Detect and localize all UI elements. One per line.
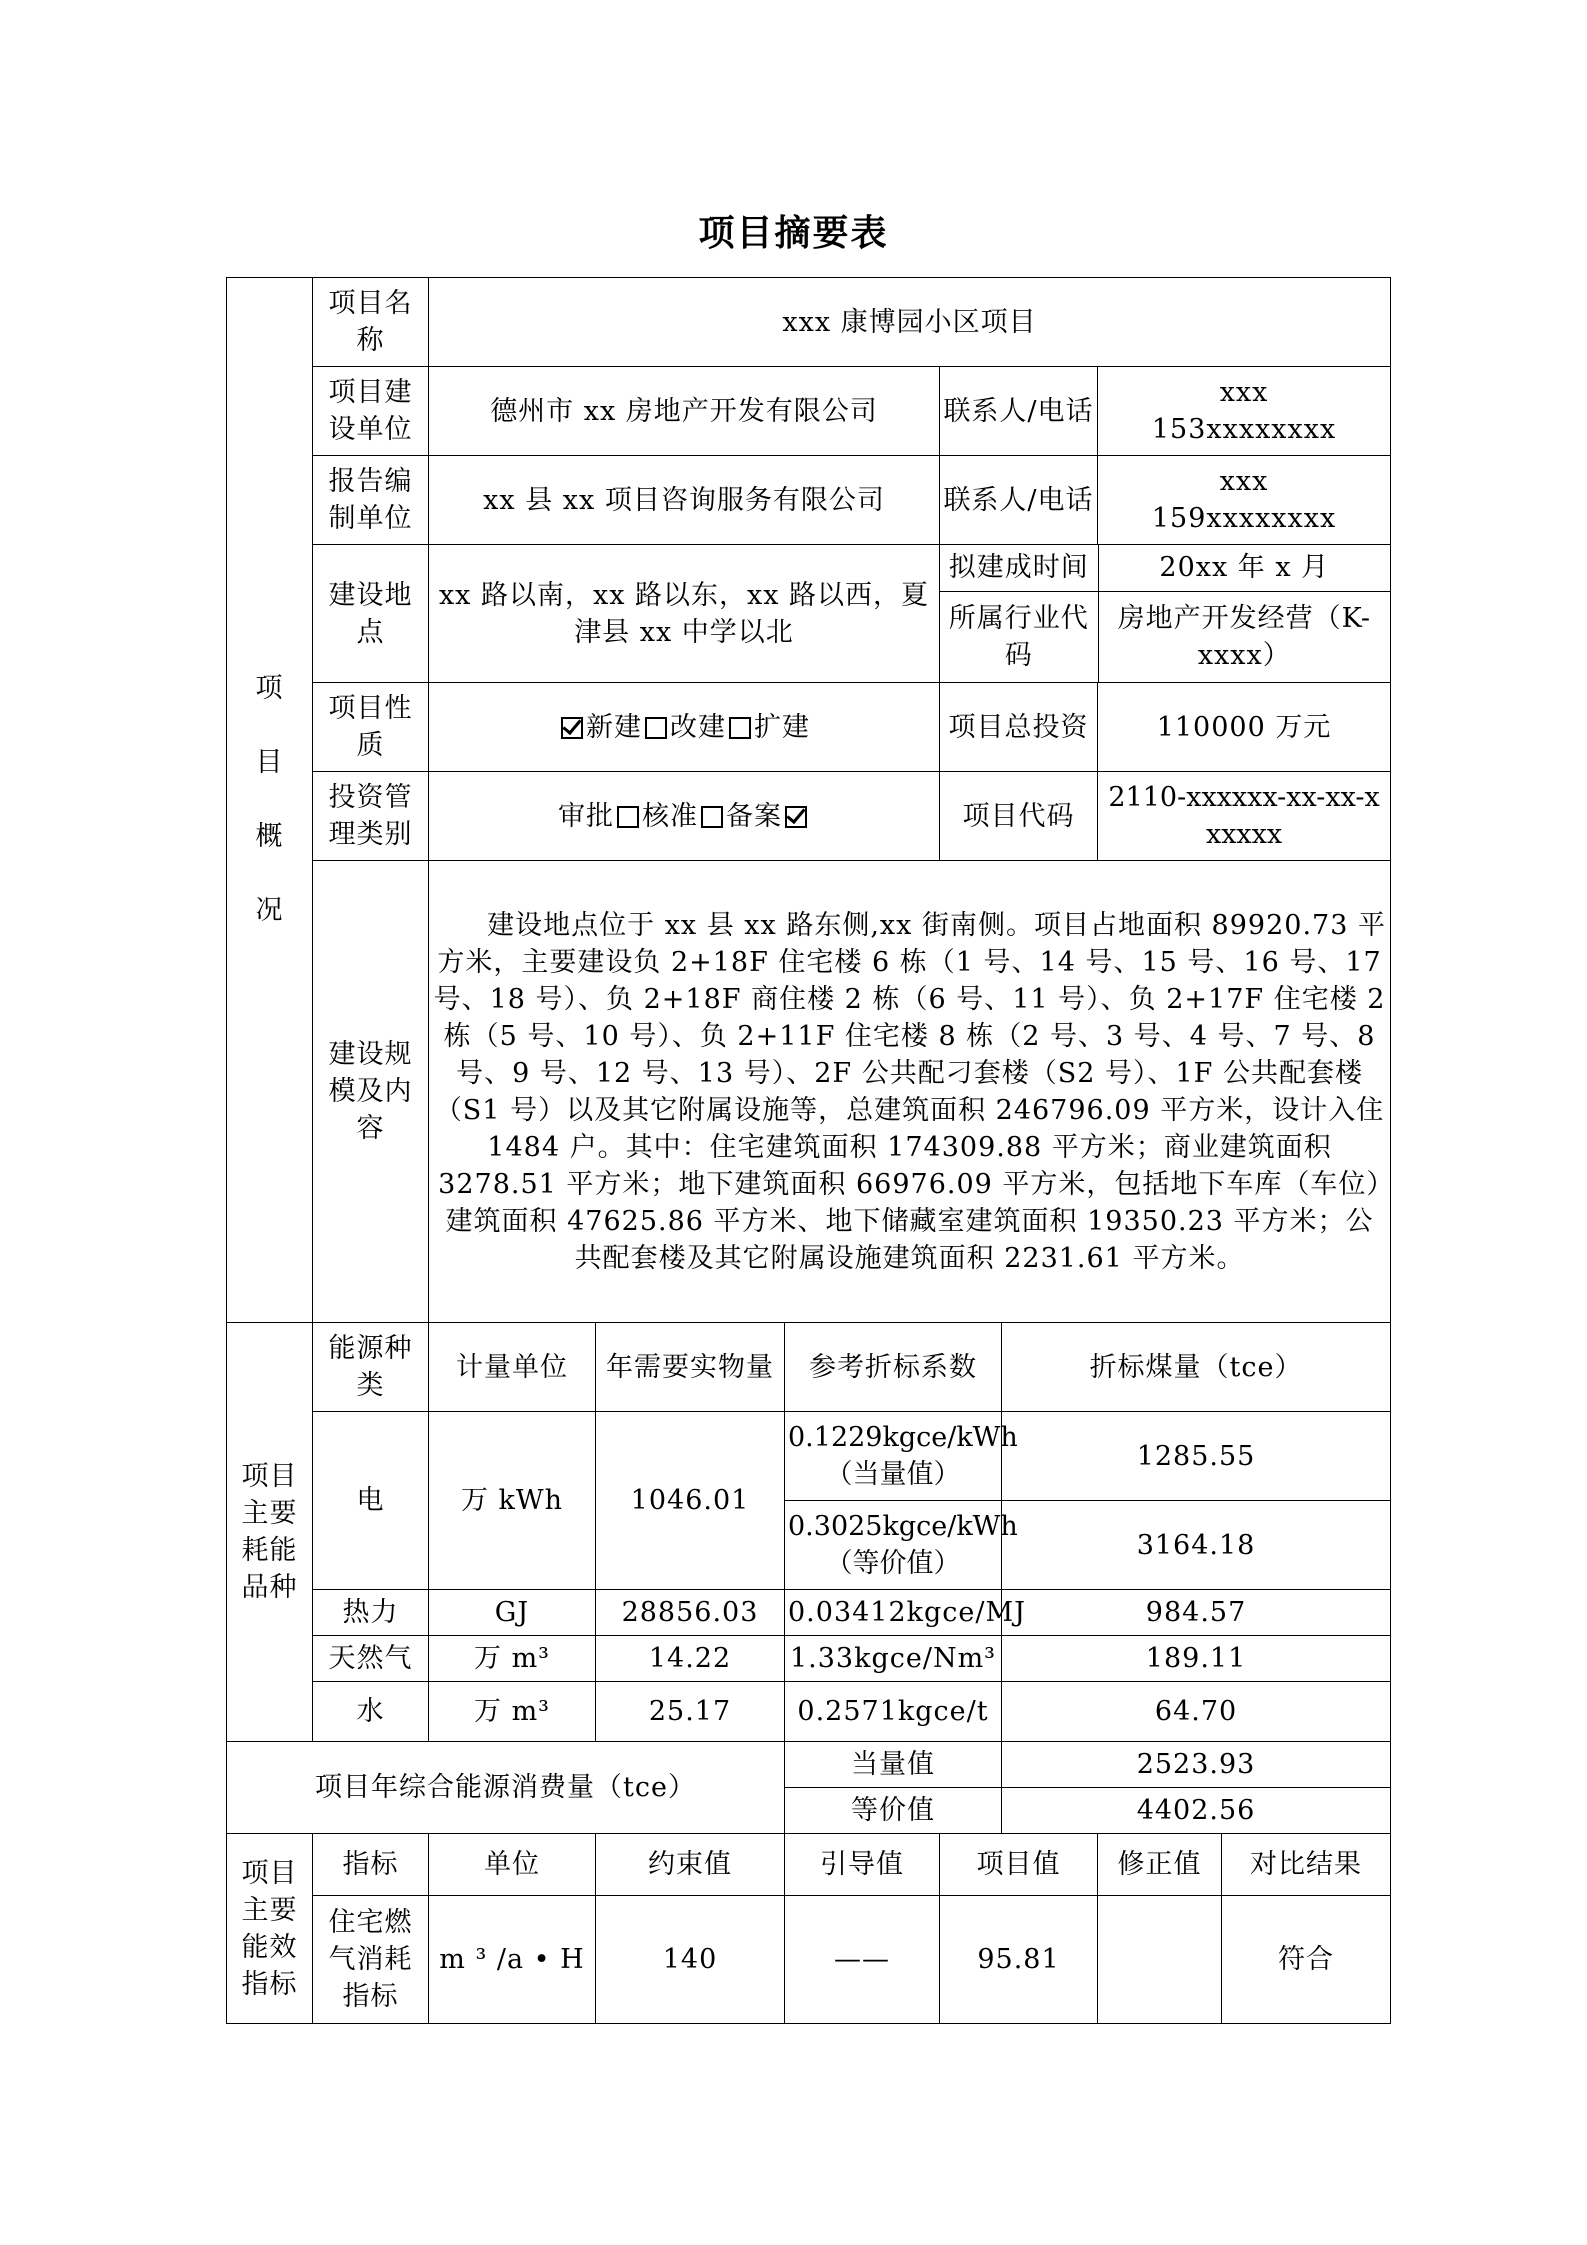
mgmt-label: 投资管理类别 bbox=[313, 772, 429, 861]
efficiency-project-value: 95.81 bbox=[940, 1896, 1098, 2024]
energy-electricity-tce-equivalent: 1285.55 bbox=[1002, 1412, 1391, 1501]
project-name-value: xxx 康博园小区项目 bbox=[429, 278, 1391, 367]
efficiency-corrected bbox=[1098, 1896, 1222, 2024]
energy-header-unit: 计量单位 bbox=[429, 1323, 596, 1412]
total-equivalent-value: 2523.93 bbox=[1002, 1742, 1391, 1788]
mgmt-option-verify[interactable]: 核准 bbox=[642, 798, 726, 835]
project-summary-table bbox=[226, 277, 1391, 2024]
energy-header-type: 能源种类 bbox=[313, 1323, 429, 1412]
energy-header-tce: 折标煤量（tce） bbox=[1002, 1323, 1391, 1412]
efficiency-header-constraint: 约束值 bbox=[596, 1834, 785, 1896]
energy-electricity-tce-equal-price: 3164.18 bbox=[1002, 1501, 1391, 1590]
energy-electricity-unit: 万 kWh bbox=[429, 1412, 596, 1590]
nature-label: 项目性质 bbox=[313, 683, 429, 772]
builder-value: 德州市 xx 房地产开发有限公司 bbox=[429, 367, 940, 456]
contact-name-2: xxx bbox=[1219, 466, 1269, 497]
project-name-label: 项目名称 bbox=[313, 278, 429, 367]
total-equal-price-value: 4402.56 bbox=[1002, 1788, 1391, 1834]
completion-value: 20xx 年 x 月 bbox=[1098, 545, 1390, 591]
builder-label: 项目建设单位 bbox=[313, 367, 429, 456]
energy-row-amount: 25.17 bbox=[596, 1682, 785, 1742]
total-equivalent-label: 当量值 bbox=[785, 1742, 1002, 1788]
mgmt-option-approval[interactable]: 审批 bbox=[558, 798, 642, 835]
code-label: 项目代码 bbox=[940, 772, 1098, 861]
checkbox-empty-icon[interactable] bbox=[729, 717, 751, 739]
energy-section-label: 项目主要耗能品种 bbox=[227, 1323, 313, 1742]
investment-label: 项目总投资 bbox=[940, 683, 1098, 772]
page-title: 项目摘要表 bbox=[698, 212, 889, 254]
energy-row-unit: 万 m³ bbox=[429, 1682, 596, 1742]
checkbox-empty-icon[interactable] bbox=[645, 717, 667, 739]
efficiency-indicator: 住宅燃气消耗指标 bbox=[313, 1896, 429, 2024]
nature-option-new[interactable]: 新建 bbox=[558, 709, 642, 746]
efficiency-header-indicator: 指标 bbox=[313, 1834, 429, 1896]
nature-option-expand[interactable]: 扩建 bbox=[726, 709, 810, 746]
industry-label: 所属行业代码 bbox=[940, 591, 1098, 682]
contact-phone-1: 153xxxxxxxx bbox=[1151, 414, 1337, 445]
mgmt-options bbox=[429, 772, 940, 861]
contact-label-1: 联系人/电话 bbox=[940, 367, 1098, 456]
energy-row-amount: 28856.03 bbox=[596, 1590, 785, 1636]
energy-electricity-coef-equal-price: 0.3025kgce/kWh（等价值） bbox=[785, 1501, 1002, 1590]
nature-options bbox=[429, 683, 940, 772]
energy-row-coef: 1.33kgce/Nm³ bbox=[785, 1636, 1002, 1682]
energy-row-name: 热力 bbox=[313, 1590, 429, 1636]
code-value: 2110-xxxxxx-xx-xx-xxxxxx bbox=[1098, 772, 1391, 861]
mgmt-option-record[interactable]: 备案 bbox=[726, 798, 810, 835]
efficiency-section-label: 项目主要能效指标 bbox=[227, 1834, 313, 2024]
energy-row-name: 天然气 bbox=[313, 1636, 429, 1682]
contact-name-1: xxx bbox=[1219, 377, 1269, 408]
scale-text: 建设地点位于 xx 县 xx 路东侧,xx 街南侧。项目占地面积 89920.73 平方米，主要建设负 2+18F 住宅楼 6 栋（1 号、14 号、15 号、16 号、17 号、18 号）、负 2+18F 商住楼 2 栋（6 号、11 号）、负 2+17F 住宅楼 2 栋（5 号、10 号）、负 2+11F 住宅楼 8 栋（2 号、3 号、4 号、7 号、8 号、9 号、12 号、13 号）、2F 公共配刁套楼（S2 号）、1F 公共配套楼（S1 号）以及其它附属设施等，总建筑面积 246796.09 平方米，设计入住 1484 户。其中：住宅建筑面积 174309.88 平方米；商业建筑面积 3278.51 平方米；地下建筑面积 66976.09 平方米，包括地下车库（车位）建筑面积 47625.86 平方米、地下储藏室建筑面积 19350.23 平方米；公共配套楼及其它附属设施建筑面积 2231.61 平方米。 bbox=[433, 909, 1386, 1274]
efficiency-guide: —— bbox=[785, 1896, 940, 2024]
energy-row-coef: 0.03412kgce/MJ bbox=[785, 1590, 1002, 1636]
report-unit-value: xx 县 xx 项目咨询服务有限公司 bbox=[429, 456, 940, 545]
efficiency-header-project-value: 项目值 bbox=[940, 1834, 1098, 1896]
contact-phone-2: 159xxxxxxxx bbox=[1151, 503, 1337, 534]
checkbox-empty-icon[interactable] bbox=[617, 806, 639, 828]
energy-row-tce: 64.70 bbox=[1002, 1682, 1391, 1742]
contact-value-1 bbox=[1098, 367, 1391, 456]
energy-row-tce: 189.11 bbox=[1002, 1636, 1391, 1682]
energy-row-tce: 984.57 bbox=[1002, 1590, 1391, 1636]
efficiency-header-guide: 引导值 bbox=[785, 1834, 940, 1896]
overview-section-label: 项 目 概 况 bbox=[227, 278, 313, 1323]
energy-row-unit: 万 m³ bbox=[429, 1636, 596, 1682]
energy-electricity-amount: 1046.01 bbox=[596, 1412, 785, 1590]
energy-header-coef: 参考折标系数 bbox=[785, 1323, 1002, 1412]
energy-row-coef: 0.2571kgce/t bbox=[785, 1682, 1002, 1742]
completion-industry-subtable bbox=[940, 545, 1390, 682]
scale-label: 建设规模及内容 bbox=[313, 861, 429, 1323]
location-label: 建设地点 bbox=[313, 545, 429, 683]
efficiency-header-corrected: 修正值 bbox=[1098, 1834, 1222, 1896]
investment-value: 110000 万元 bbox=[1098, 683, 1391, 772]
energy-row-name: 水 bbox=[313, 1682, 429, 1742]
nature-option-rebuild[interactable]: 改建 bbox=[642, 709, 726, 746]
checkbox-empty-icon[interactable] bbox=[701, 806, 723, 828]
industry-value: 房地产开发经营（K-xxxx） bbox=[1117, 602, 1371, 671]
efficiency-header-result: 对比结果 bbox=[1222, 1834, 1391, 1896]
report-unit-label: 报告编制单位 bbox=[313, 456, 429, 545]
total-label: 项目年综合能源消费量（tce） bbox=[227, 1742, 785, 1834]
energy-electricity-coef-equivalent: 0.1229kgce/kWh（当量值） bbox=[785, 1412, 1002, 1501]
efficiency-result: 符合 bbox=[1222, 1896, 1391, 2024]
efficiency-constraint: 140 bbox=[596, 1896, 785, 2024]
energy-header-amount: 年需要实物量 bbox=[596, 1323, 785, 1412]
completion-label: 拟建成时间 bbox=[940, 545, 1098, 591]
checkbox-checked-icon[interactable] bbox=[561, 717, 583, 739]
energy-electricity-name: 电 bbox=[313, 1412, 429, 1590]
location-value: xx 路以南，xx 路以东，xx 路以西，夏津县 xx 中学以北 bbox=[429, 545, 940, 683]
efficiency-header-unit: 单位 bbox=[429, 1834, 596, 1896]
energy-row-unit: GJ bbox=[429, 1590, 596, 1636]
contact-value-2 bbox=[1098, 456, 1391, 545]
contact-label-2: 联系人/电话 bbox=[940, 456, 1098, 545]
total-equal-price-label: 等价值 bbox=[785, 1788, 1002, 1834]
energy-row-amount: 14.22 bbox=[596, 1636, 785, 1682]
completion-industry-cell bbox=[940, 545, 1391, 683]
efficiency-unit: m ³ /a • H bbox=[429, 1896, 596, 2024]
scale-content bbox=[429, 861, 1391, 1323]
checkbox-checked-icon[interactable] bbox=[785, 806, 807, 828]
